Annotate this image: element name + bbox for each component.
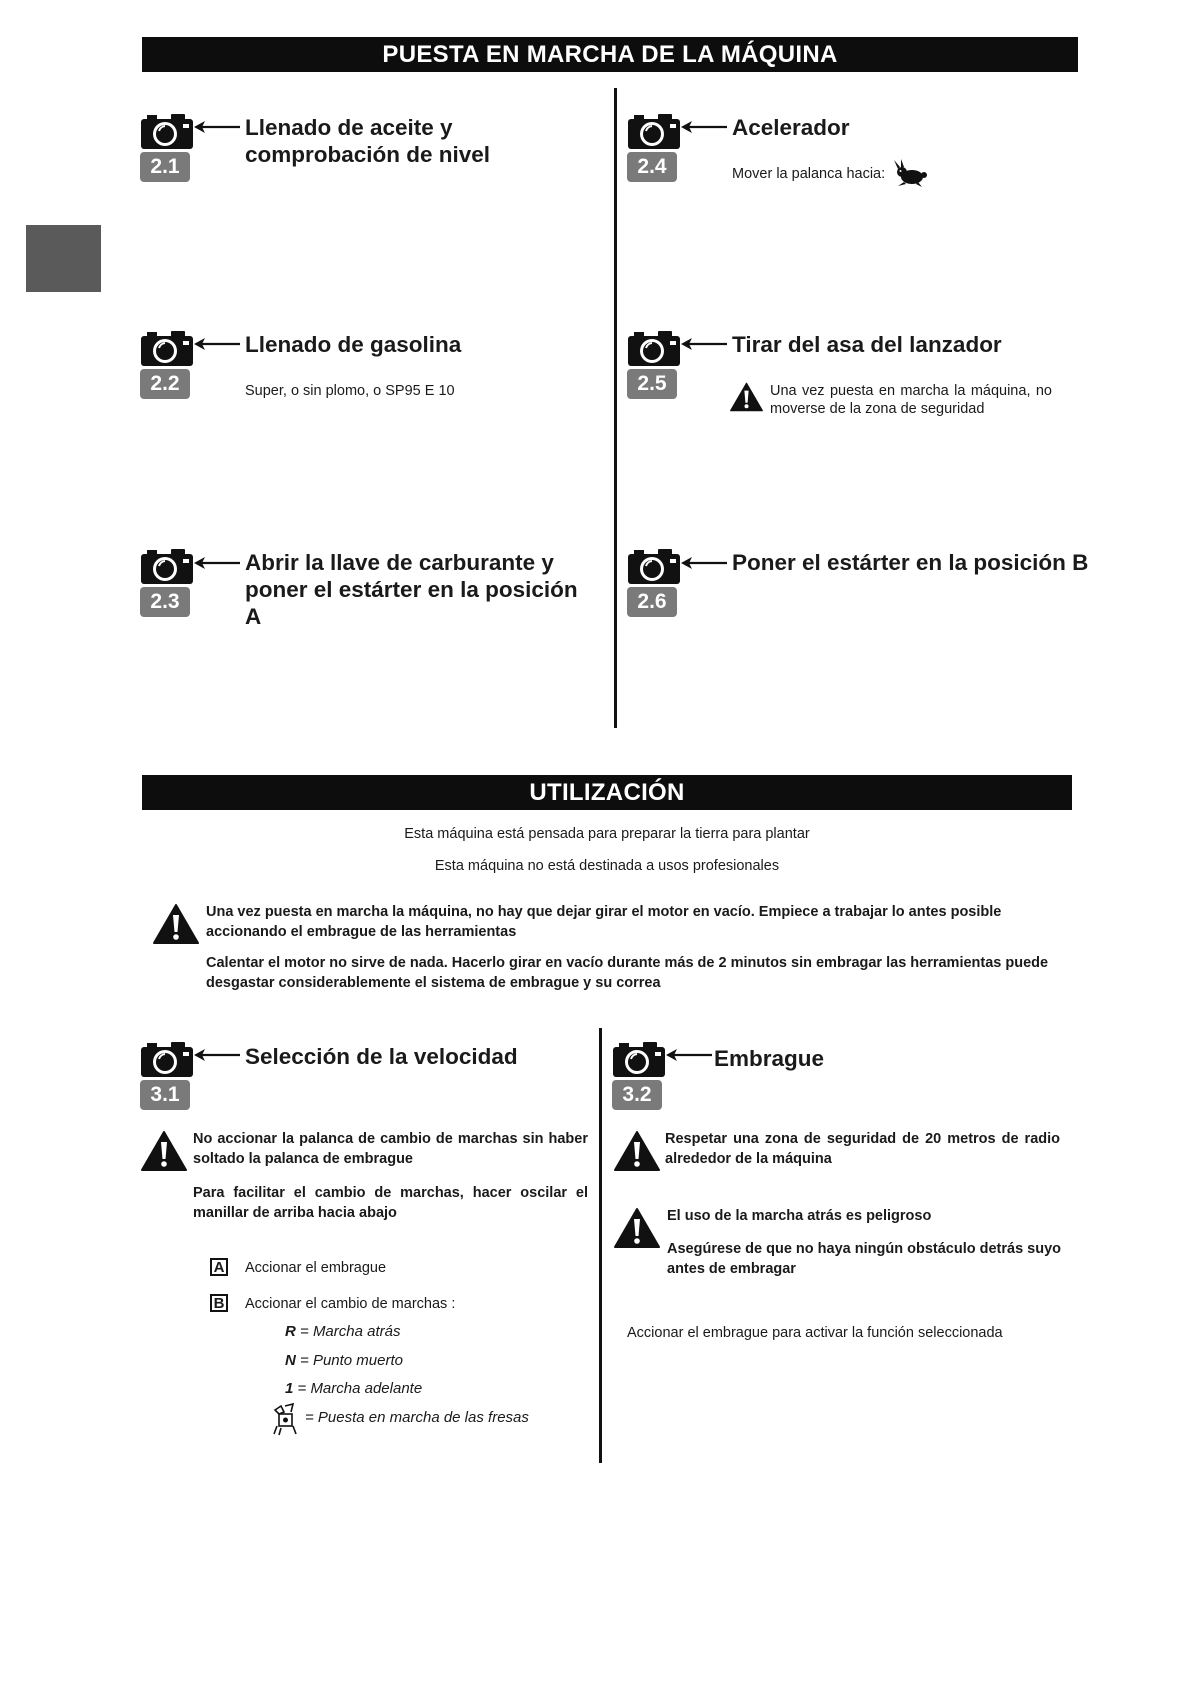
warning-icon (141, 1130, 187, 1172)
note-text: Para facilitar el cambio de marchas, hacer oscilar el manillar de arriba hacia abajo (193, 1185, 588, 1221)
warning-text: Una vez puesta en marcha la máquina, no hay que dejar girar el motor en vacío. Empiece a trabajar lo antes posible accionando el embrague de las herramientas (206, 904, 1002, 940)
arrow-left-icon (681, 120, 727, 134)
camera-icon (628, 113, 680, 149)
arrow-left-icon (194, 120, 240, 134)
gear-text: = Punto muerto (295, 1352, 403, 1369)
warning-text: Calentar el motor no sirve de nada. Hacerlo girar en vacío durante más de 2 minutos sin embragar las herramientas puede desgastar considerablemente el sistema de embrague y su correa (206, 955, 1049, 991)
intro-line: Esta máquina está pensada para preparar la tierra para plantar (404, 826, 810, 842)
step-text: Mover la palanca hacia: (732, 166, 886, 182)
column-divider (614, 88, 617, 728)
letter-box: A (210, 1258, 228, 1276)
warning-icon (614, 1207, 660, 1249)
section-title-utilizacion: UTILIZACIÓN (142, 775, 1072, 810)
warning-text: No accionar la palanca de cambio de marchas sin haber soltado la palanca de embrague (193, 1131, 588, 1167)
step-number: 2.4 (627, 152, 677, 182)
step-number: 2.5 (627, 369, 677, 399)
step-text: Accionar el embrague para activar la función seleccionada (627, 1325, 1003, 1341)
step-number: 2.3 (140, 587, 190, 617)
arrow-left-icon (194, 337, 240, 351)
step-title: Embrague (714, 1046, 825, 1071)
gear-text: = Marcha adelante (293, 1380, 423, 1397)
intro-line: Esta máquina no está destinada a usos profesionales (434, 858, 780, 874)
camera-icon (141, 113, 193, 149)
warning-text: Respetar una zona de seguridad de 20 metros de radio alrededor de la máquina (665, 1131, 1060, 1167)
gear-n (285, 1352, 403, 1369)
step-title: Acelerador (732, 115, 850, 140)
step-text: Super, o sin plomo, o SP95 E 10 (245, 383, 455, 399)
step-title: Selección de la velocidad (245, 1044, 518, 1069)
step-title: Llenado de gasolina (245, 332, 462, 357)
warning-icon (730, 382, 763, 412)
warning-icon (153, 903, 199, 945)
warning-text: Asegúrese de que no haya ningún obstáculo detrás suyo antes de embragar (667, 1241, 1061, 1277)
arrow-left-icon (194, 1048, 240, 1062)
tiller-text: = Puesta en marcha de las fresas (305, 1409, 529, 1426)
camera-icon (628, 548, 680, 584)
gear-key: N (285, 1352, 296, 1369)
step-b-text: Accionar el cambio de marchas : (245, 1296, 456, 1312)
step-b (210, 1294, 228, 1313)
step-title: Abrir la llave de carburante y poner el estárter en la posición A (245, 550, 578, 629)
warning-icon (614, 1130, 660, 1172)
camera-icon (141, 1041, 193, 1077)
letter-box: B (210, 1294, 228, 1312)
camera-icon (613, 1041, 665, 1077)
gear-key: 1 (285, 1380, 294, 1397)
step-number: 3.1 (140, 1080, 190, 1110)
warning-text: El uso de la marcha atrás es peligroso (667, 1208, 932, 1224)
section-title-puesta: PUESTA EN MARCHA DE LA MÁQUINA (142, 37, 1078, 72)
gear-1 (285, 1380, 422, 1397)
warning-text: Una vez puesta en marcha la máquina, no moverse de la zona de seguridad (770, 383, 1052, 417)
chapter-tab (26, 225, 101, 292)
column-divider (599, 1028, 602, 1463)
arrow-left-icon (194, 556, 240, 570)
rabbit-icon (892, 158, 928, 188)
step-number: 2.1 (140, 152, 190, 182)
step-number: 2.6 (627, 587, 677, 617)
arrow-left-icon (681, 556, 727, 570)
step-a-text: Accionar el embrague (245, 1260, 387, 1276)
step-title: Llenado de aceite y comprobación de nivel (245, 115, 491, 167)
step-title: Poner el estárter en la posición B (732, 550, 1089, 575)
step-title: Tirar del asa del lanzador (732, 332, 1002, 357)
arrow-left-icon (666, 1048, 712, 1062)
gear-text: = Marcha atrás (295, 1323, 401, 1340)
camera-icon (141, 330, 193, 366)
camera-icon (141, 548, 193, 584)
gear-r (285, 1323, 400, 1340)
step-number: 3.2 (612, 1080, 662, 1110)
step-a (210, 1258, 228, 1277)
camera-icon (628, 330, 680, 366)
step-number: 2.2 (140, 369, 190, 399)
gear-key: R (285, 1323, 296, 1340)
tiller-icon (271, 1402, 299, 1436)
arrow-left-icon (681, 337, 727, 351)
